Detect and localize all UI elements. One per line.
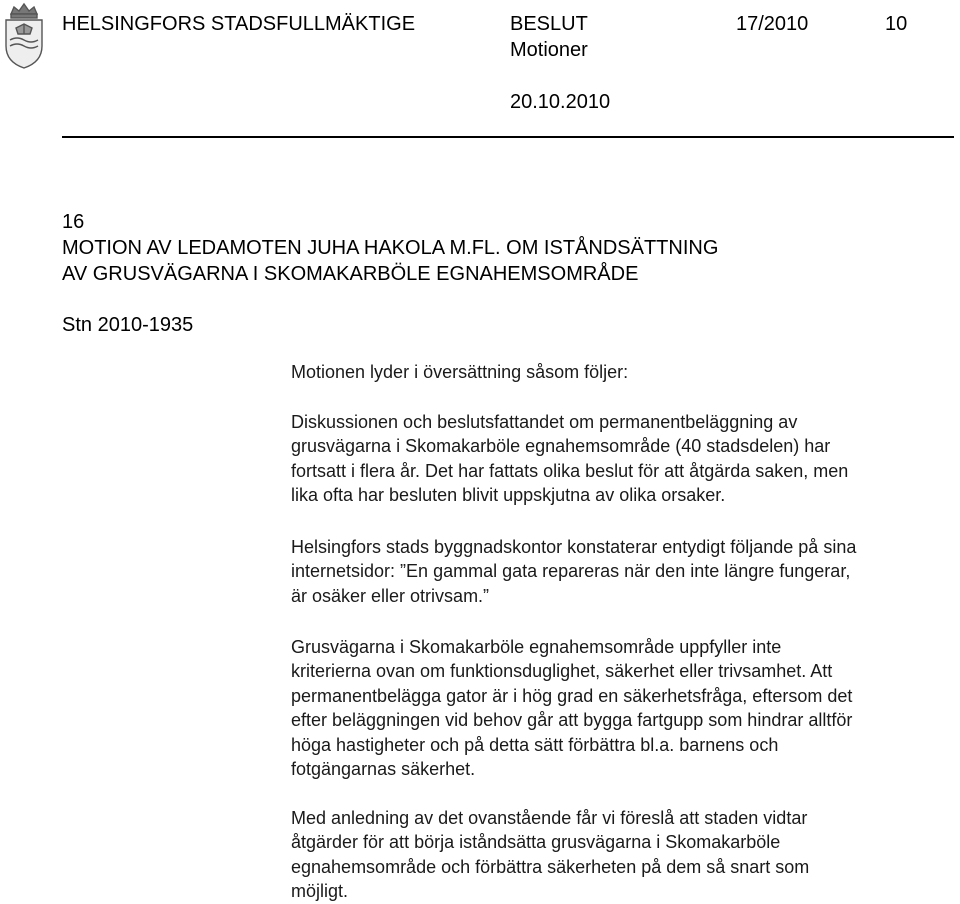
body-paragraph-4: Med anledning av det ovanstående får vi föreslå att staden vidtar åtgärder för att börja iståndsätta grusvägarna i Skomakarböle egnahemsområde och förbättra säkerheten på dem så snart som möjligt. (291, 808, 810, 902)
item-title-line-1: MOTION AV LEDAMOTEN JUHA HAKOLA M.FL. OM ISTÅNDSÄTTNING (62, 237, 719, 259)
helsinki-coat-of-arms-logo (2, 0, 46, 70)
item-reference: Stn 2010-1935 (62, 314, 194, 336)
item-number: 16 (62, 211, 85, 233)
header-section: Motioner (510, 39, 588, 61)
header-organization: HELSINGFORS STADSFULLMÄKTIGE (62, 13, 416, 35)
header-date: 20.10.2010 (510, 91, 611, 113)
header-divider (62, 136, 954, 138)
body-paragraph-1: Diskussionen och beslutsfattandet om permanentbeläggning av grusvägarna i Skomakarböle egnahemsområde (40 stadsdelen) har fortsatt i flera år. Det har fattats olika beslut för att åtgärda saken, men lika ofta har besluten blivit uppskjutna av olika orsaker. (291, 412, 849, 506)
body-paragraph-3: Grusvägarna i Skomakarböle egnahemsområde uppfyller inte kriterierna ovan om funktionsduglighet, säkerhet eller trivsamhet. Att permanentbelägga gator är i hög grad en säkerhetsfråga, eftersom det efter beläggningen vid behov går att bygga fartgupp som hindrar alltför höga hastigheter och på detta sätt förbättra bl.a. barnens och fotgängarnas säkerhet. (291, 637, 853, 780)
item-title-line-2: AV GRUSVÄGARNA I SKOMAKARBÖLE EGNAHEMSOMRÅDE (62, 263, 639, 285)
body-intro: Motionen lyder i översättning såsom följer: (291, 362, 629, 382)
header-page-number: 10 (885, 13, 908, 35)
header-doc-type: BESLUT (510, 13, 588, 35)
header-decision-number: 17/2010 (736, 13, 809, 35)
body-paragraph-2: Helsingfors stads byggnadskontor konstaterar entydigt följande på sina internetsidor: ”En gammal gata repareras när den inte längre fungerar, är osäker eller otrivsam.” (291, 537, 857, 606)
